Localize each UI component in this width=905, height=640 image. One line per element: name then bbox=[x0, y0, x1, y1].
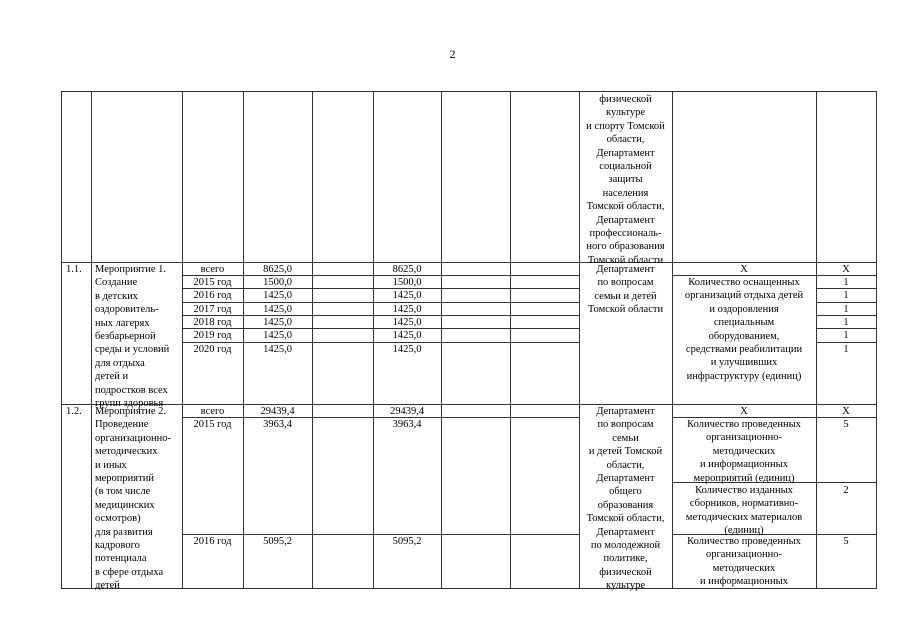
period-label: 2015 год bbox=[193, 419, 232, 430]
indicator-text: Количество проведенных организационно- методических и информационных мероприятий (единиц) bbox=[687, 419, 801, 484]
period-label: 2018 год bbox=[193, 317, 232, 328]
responsible-executor-1-2: Департамент по вопросам семьи и детей Томской области, Департамент общего образования Томской области, Департамент по молодежной политике, физической культуре bbox=[586, 406, 665, 592]
total-amount: 1425,0 bbox=[263, 290, 292, 301]
regional-budget-amount: 3963,4 bbox=[392, 419, 422, 430]
regional-budget-amount: 1425,0 bbox=[392, 330, 422, 341]
activity-name-1-2: Мероприятие 2. Проведение организационно- методических и иных мероприятий (в том числе медицинских осмотров) для развития кадрового потенциала в сфере отдыха детей bbox=[95, 406, 171, 592]
period-label: 2019 год bbox=[193, 330, 232, 341]
total-amount: 29439,4 bbox=[260, 406, 295, 417]
period-label: всего bbox=[200, 406, 225, 417]
row-number-1-2: 1.2. bbox=[66, 406, 82, 417]
total-amount: 8625,0 bbox=[263, 264, 292, 275]
indicator-header-x: Х bbox=[740, 406, 748, 417]
indicator-value: 1 bbox=[843, 344, 849, 355]
responsible-executor-1-1: Департамент по вопросам семьи и детей Томской области bbox=[587, 264, 664, 316]
indicator-value: 1 bbox=[843, 290, 849, 301]
program-table bbox=[61, 91, 877, 592]
total-amount: 1425,0 bbox=[263, 330, 292, 341]
period-label: 2015 год bbox=[193, 277, 232, 288]
regional-budget-amount: 1500,0 bbox=[392, 277, 422, 288]
indicator-header-x: Х bbox=[740, 264, 748, 275]
regional-budget-amount: 1425,0 bbox=[392, 317, 422, 328]
total-amount: 1425,0 bbox=[263, 304, 292, 315]
regional-budget-amount: 8625,0 bbox=[392, 264, 422, 275]
indicator-value-header-x: Х bbox=[842, 406, 850, 417]
indicator-value: 1 bbox=[843, 304, 849, 315]
total-amount: 1500,0 bbox=[263, 277, 292, 288]
period-label: 2016 год bbox=[193, 290, 232, 301]
indicator-value: 1 bbox=[843, 317, 849, 328]
row-number-1-1: 1.1. bbox=[66, 264, 82, 275]
indicator-text-1-1: Количество оснащенных организаций отдыха детей и оздоровления специальным оборудованием, средствами реабилитации и улучшивших инфраструктуру (единиц) bbox=[684, 277, 804, 382]
responsible-continued: физической культуре и спорту Томской области, Департамент социальной защиты населения Томской области, Департамент профессиональ- ного образования Томской области bbox=[586, 94, 665, 266]
indicator-value-header-x: Х bbox=[842, 264, 850, 275]
total-amount: 1425,0 bbox=[263, 317, 292, 328]
period-label: 2017 год bbox=[193, 304, 232, 315]
indicator-value: 2 bbox=[843, 485, 849, 496]
period-label: всего bbox=[200, 264, 225, 275]
regional-budget-amount: 1425,0 bbox=[392, 290, 422, 301]
period-label: 2016 год bbox=[193, 536, 232, 547]
indicator-value: 1 bbox=[843, 277, 849, 288]
indicator-value: 5 bbox=[843, 419, 849, 430]
period-label: 2020 год bbox=[193, 344, 232, 355]
regional-budget-amount: 1425,0 bbox=[392, 344, 422, 355]
regional-budget-amount: 29439,4 bbox=[389, 406, 425, 417]
page-number: 2 bbox=[449, 47, 456, 61]
total-amount: 3963,4 bbox=[263, 419, 292, 430]
indicator-value: 1 bbox=[843, 330, 849, 341]
indicator-text: Количество проведенных организационно- методических и информационных bbox=[687, 536, 801, 588]
regional-budget-amount: 5095,2 bbox=[392, 536, 422, 547]
activity-name-1-1: Мероприятие 1. Создание в детских оздоровитель- ных лагерях безбарьерной среды и условий для отдыха детей и подростков всех групп здоровья bbox=[95, 264, 170, 410]
indicator-text: Количество изданных сборников, нормативно- методических материалов (единиц) bbox=[685, 485, 803, 537]
total-amount: 5095,2 bbox=[263, 536, 292, 547]
total-amount: 1425,0 bbox=[263, 344, 292, 355]
regional-budget-amount: 1425,0 bbox=[392, 304, 422, 315]
indicator-value: 5 bbox=[843, 536, 849, 547]
